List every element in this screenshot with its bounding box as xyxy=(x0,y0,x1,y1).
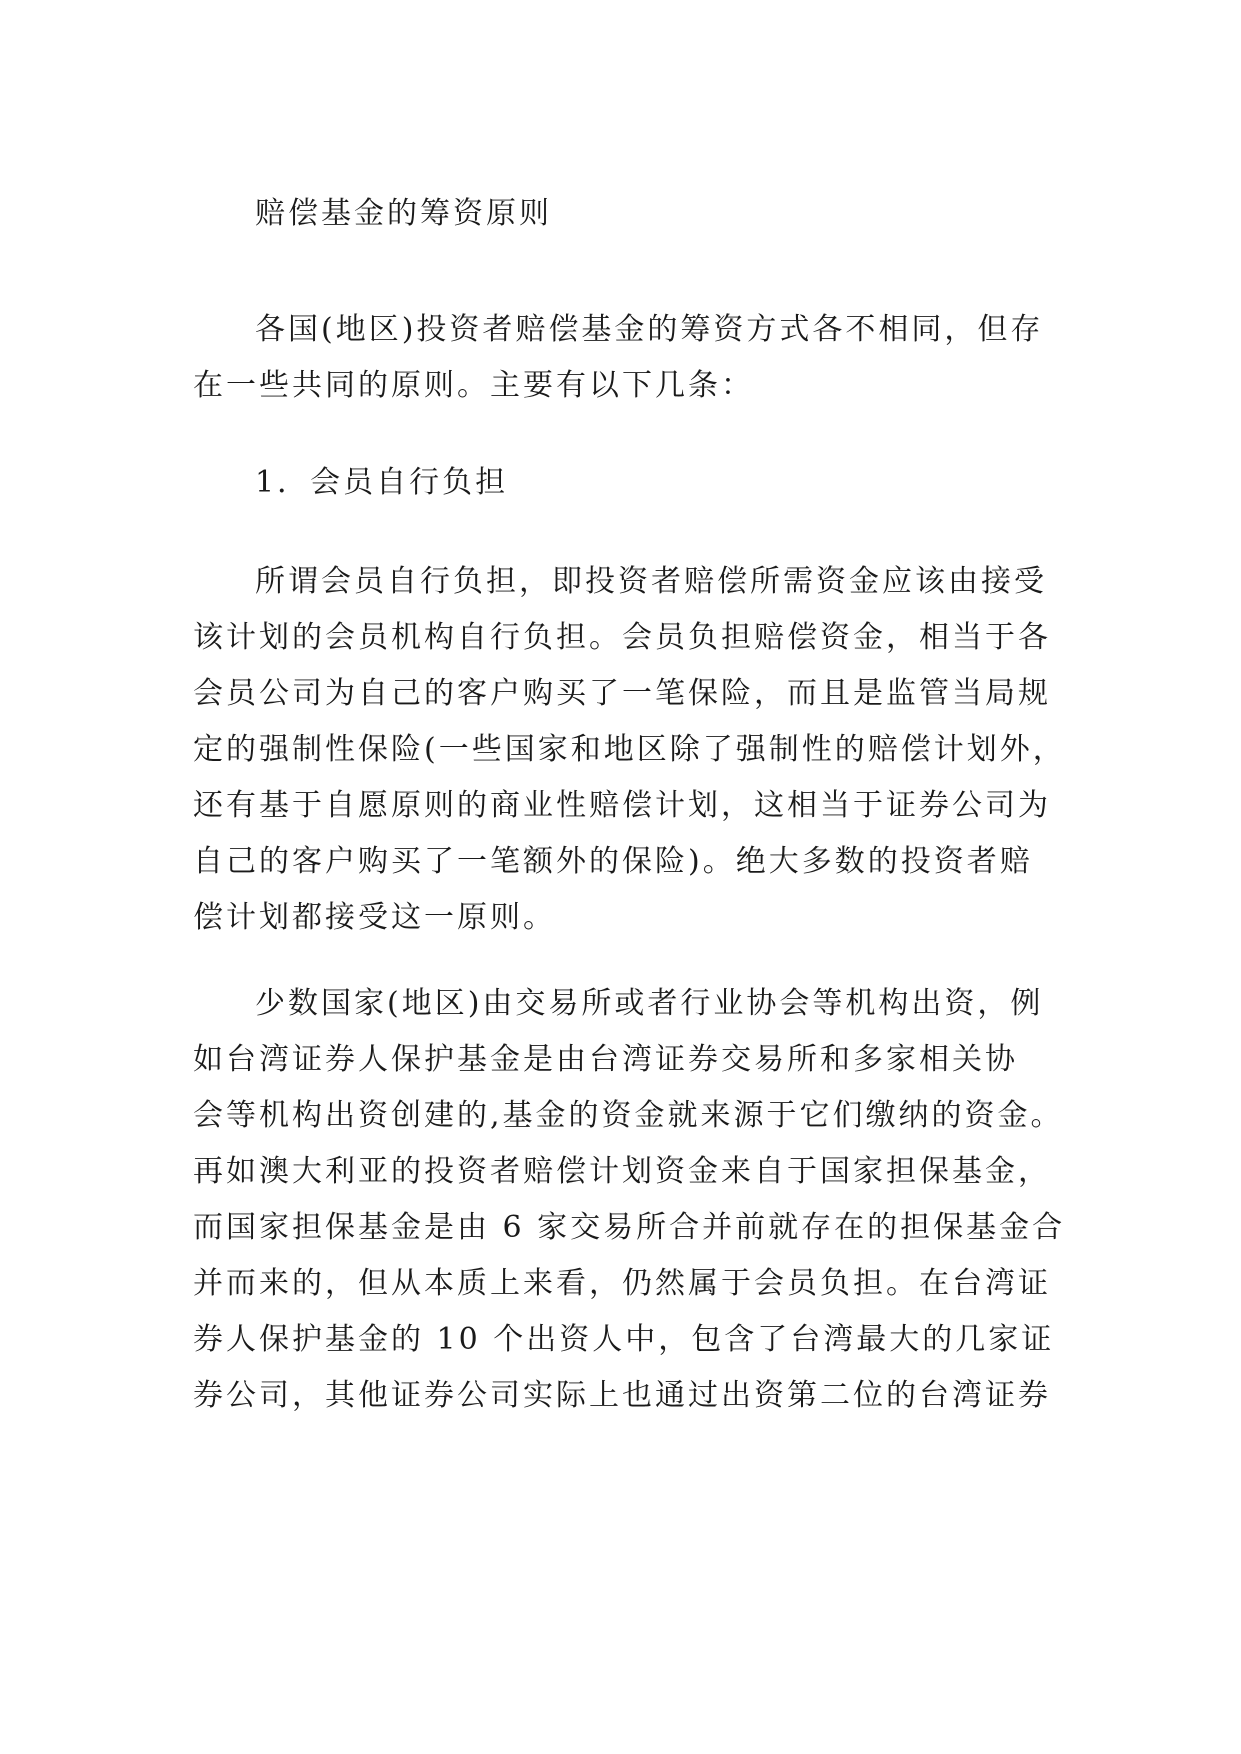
body-paragraph-2 xyxy=(193,976,1066,1424)
paragraph-line: 少数国家(地区)由交易所或者行业协会等机构出资，例 xyxy=(255,986,1044,1021)
subsection-heading: 1．会员自行负担 xyxy=(255,465,509,500)
paragraph-line: 该计划的会员机构自行负担。会员负担赔偿资金，相当于各 xyxy=(193,620,1051,655)
heading-paragraph xyxy=(193,186,1053,242)
paragraph-line: 定的强制性保险(一些国家和地区除了强制性的赔偿计划外， xyxy=(193,732,1066,767)
subsection-heading-paragraph xyxy=(193,455,1053,511)
intro-paragraph xyxy=(193,302,1053,414)
body-paragraph-1 xyxy=(193,554,1066,946)
paragraph-line: 而国家担保基金是由 6 家交易所合并前就存在的担保基金合 xyxy=(193,1210,1066,1245)
paragraph-line: 自己的客户购买了一笔额外的保险)。绝大多数的投资者赔 xyxy=(193,844,1033,879)
paragraph-line: 各国(地区)投资者赔偿基金的筹资方式各不相同，但存 xyxy=(255,312,1044,347)
paragraph-line: 会员公司为自己的客户购买了一笔保险，而且是监管当局规 xyxy=(193,676,1051,711)
section-heading: 赔偿基金的筹资原则 xyxy=(255,196,552,231)
paragraph-line: 还有基于自愿原则的商业性赔偿计划，这相当于证券公司为 xyxy=(193,788,1051,823)
paragraph-line: 所谓会员自行负担，即投资者赔偿所需资金应该由接受 xyxy=(255,564,1047,599)
paragraph-line: 会等机构出资创建的,基金的资金就来源于它们缴纳的资金。 xyxy=(193,1098,1064,1133)
paragraph-line: 并而来的，但从本质上来看，仍然属于会员负担。在台湾证 xyxy=(193,1266,1051,1301)
paragraph-line: 如台湾证券人保护基金是由台湾证券交易所和多家相关协 xyxy=(193,1042,1018,1077)
paragraph-line: 券公司，其他证券公司实际上也通过出资第二位的台湾证券 xyxy=(193,1378,1051,1413)
paragraph-line: 券人保护基金的 10 个出资人中，包含了台湾最大的几家证 xyxy=(193,1322,1055,1357)
paragraph-line: 再如澳大利亚的投资者赔偿计划资金来自于国家担保基金， xyxy=(193,1154,1051,1189)
paragraph-line: 偿计划都接受这一原则。 xyxy=(193,900,556,935)
paragraph-line: 在一些共同的原则。主要有以下几条： xyxy=(193,368,754,403)
